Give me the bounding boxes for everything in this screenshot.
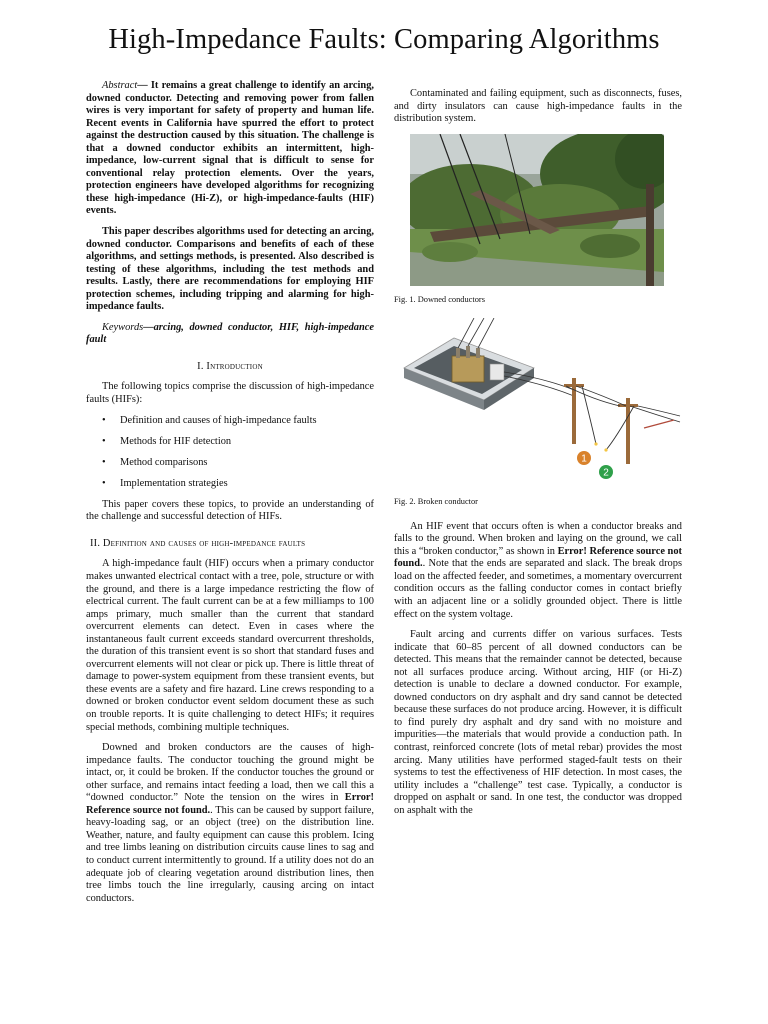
list-item <box>102 414 374 428</box>
list-item-text: Implementation strategies <box>120 477 228 489</box>
figure-1-caption: Fig. 1. Downed conductors <box>394 294 485 304</box>
marker-2-label: 2 <box>603 467 609 479</box>
section-2-paragraph-4 <box>394 521 682 621</box>
list-item-text: Methods for HIF detection <box>120 435 232 447</box>
paragraph-text-continued: . This can be caused by support failure, heavy-loading sag, or an object (tree) on the distribution line. Weather, nature, and faulty equipment can cause this problem. Icing and tree limbs leaning on distribution circuits cause lines to sag and to conduct current intermittently to ground. If a utility does not do an adequate job of clearing vegetation around distribution lines, then tree limbs touch the line irregularly, causing arcing on intact conductors. <box>86 804 374 904</box>
keywords-lead: Keywords <box>102 321 144 333</box>
reference-error[interactable]: Error! Reference source not found. <box>86 792 374 816</box>
section-1-closing: This paper covers these topics, to provide an understanding of the challenge and successful detection of HIFs. <box>86 498 374 523</box>
bullet-icon: • <box>102 435 106 447</box>
list-item-text: Method comparisons <box>120 456 208 468</box>
section-2-heading: II. Definition and causes of high-impedance faults <box>90 537 306 549</box>
paragraph-text: An HIF event that occurs often is when a conductor breaks and falls to the ground. When broken and laying on the ground, we call this a “broken conductor,” as shown in <box>394 520 682 557</box>
downed-conductors-photo <box>410 134 664 286</box>
section-2-paragraph-3: Contaminated and failing equipment, such as disconnects, fuses, and dirty insulators can cause high-impedance faults in the distribution system. <box>394 88 682 125</box>
bullet-icon: • <box>102 414 106 426</box>
figure-2 <box>394 318 682 509</box>
marker-1-label: 1 <box>581 453 587 465</box>
section-2-paragraph-1: A high-impedance fault (HIF) occurs when a primary conductor makes unwanted electrical contact with a tree, pole, structure or with the ground, and there is a large impedance restricting the flow of electrical current. The fault current can be at a few milliamps to 100 amps primary, much smaller than the current that standard overcurrent elements can detect. Even in cases where the instantaneous fault current exceeds standard overcurrent thresholds, the duration of this transient event is so short that standard fuses and overcurrent elements will not clear or pick up. There is little threat of damage to power-system equipment from these transient events, but these events are a safety and fire hazard. Line crews responding to a downed or broken conductor event seldom document these as such on trouble reports. It is quite challenging to detect HIFs; it requires special methods, combining multiple techniques. <box>86 558 374 733</box>
abstract-paragraph-2: This paper describes algorithms used for detecting an arcing, downed conductor. Comparisons and benefits of each of these algorithms, and settings methods, is presented. Also described is testing of these algorithms, including the test methods and results. Lastly, there are recommendations for employing HIF protection schemes, including tripping and alarming for high-impedance faults. <box>86 226 374 313</box>
bullet-icon: • <box>102 456 106 468</box>
keywords-text: —arcing, downed conductor, HIF, high-impedance fault <box>86 321 374 346</box>
figure-2-caption: Fig. 2. Broken conductor <box>394 497 478 507</box>
left-column <box>86 80 374 913</box>
broken-conductor-diagram <box>394 318 682 488</box>
list-item-text: Definition and causes of high-impedance faults <box>120 414 317 426</box>
page-title: High-Impedance Faults: Comparing Algorithms <box>108 24 660 55</box>
reference-error[interactable]: Error! Reference source not found. <box>394 545 682 570</box>
paragraph-text-continued: . Note that the ends are separated and slack. The break drops load on the affected feeder, and sometimes, a momentary overcurrent condition occurs as the falling conductor comes in contact briefly with an adjacent line or a solidly grounded object. There is little effect on the system voltage. <box>394 558 682 620</box>
keywords <box>86 322 374 347</box>
section-2-paragraph-2 <box>86 742 374 905</box>
section-2-paragraph-5: Fault arcing and currents differ on various surfaces. Tests indicate that 60–85 percent of all downed conductors can be detected. This means that the remainder cannot be detected, because not all surfaces produce arcing. Without arcing, HIF (or Hi-Z) detection is unable to declare a downed conductor. For example, downed conductors on dry asphalt and dry sand cannot be detected because these surfaces do not produce arcing. However, it is difficult to find purely dry asphalt and dry sand with no moisture and impurities—the materials that would provide a conduction path. In contrast, reinforced concrete (lots of metal rebar) provides the most arcing. Many utilities have performed staged-fault tests on their systems to test the effectiveness of HIF detection. In most cases, the utility includes a “challenge” test case. Typically, a conductor is dropped on asphalt or sand. In one test, the conductor was dropped on asphalt with the <box>394 629 682 816</box>
abstract-text: — It remains a great challenge to identify an arcing, downed conductor. Detecting and removing power from fallen wires is very important for safety of property and human life. Recent events in California have spurred the effort to protect against the destruction caused by this situation. The challenge is that a downed conductor exhibits an intermittent, high-impedance, low-current signal that is difficult to sense for conventional relay protection elements. Over the years, protection engineers have developed algorithms for recognizing these high-impedance (Hi-Z), or high-impedance-faults (HIF) events. <box>86 80 374 217</box>
section-1-intro: The following topics comprise the discussion of high-impedance faults (HIFs): <box>86 381 374 406</box>
list-item <box>102 456 374 470</box>
abstract-lead: Abstract <box>102 80 138 91</box>
list-item <box>102 477 374 491</box>
paragraph-text: Downed and broken conductors are the causes of high-impedance faults. The conductor touching the ground might be intact, or, it could be broken. If the conductor touches the ground or other surface, and remains intact feeding a load, then we call this a “downed conductor.” Note the tension on the wires in <box>86 742 374 804</box>
right-column <box>394 80 682 825</box>
figure-1 <box>394 134 682 307</box>
section-1-heading: I. Introduction <box>197 360 263 372</box>
list-item <box>102 435 374 449</box>
bullet-icon: • <box>102 477 106 489</box>
abstract-paragraph <box>86 80 374 218</box>
topic-list <box>86 415 374 491</box>
